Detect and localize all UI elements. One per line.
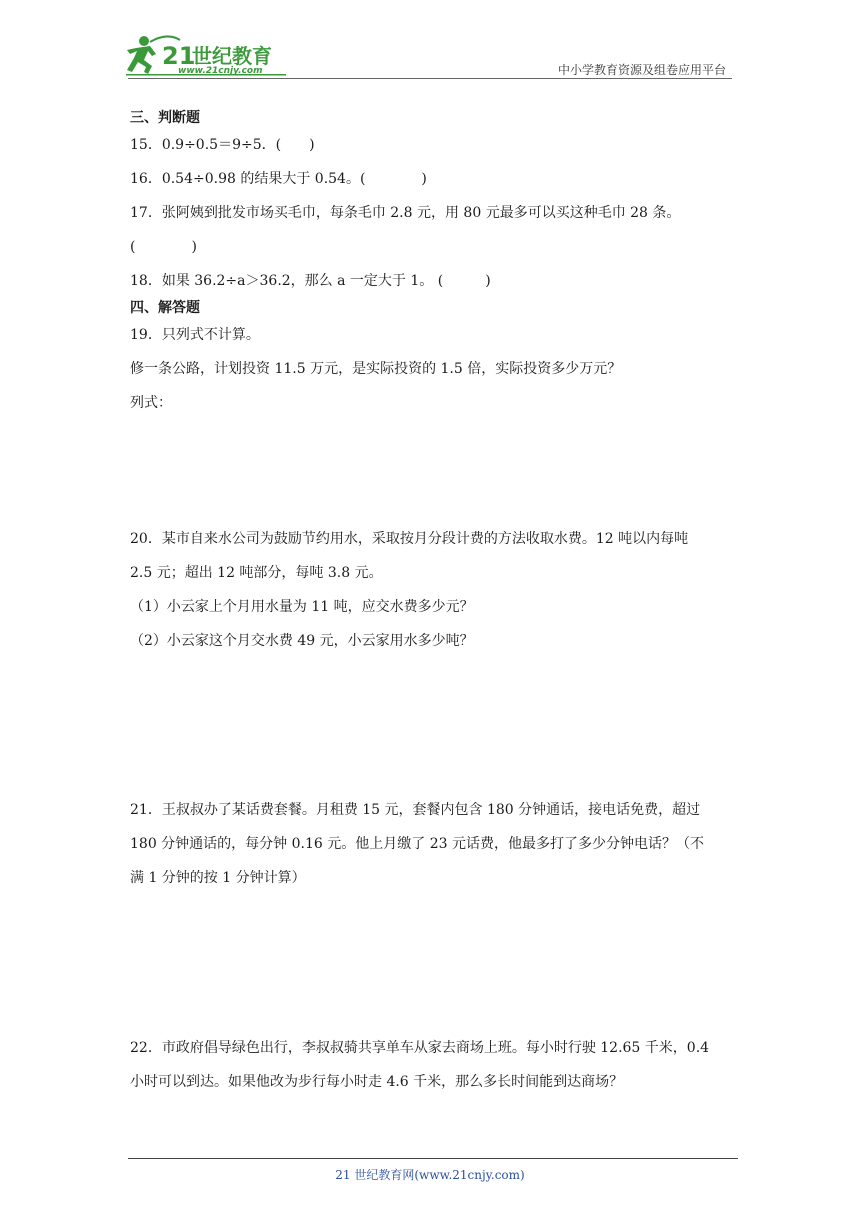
question-15: 15．0.9÷0.5＝9÷5．( ) (130, 137, 315, 153)
question-19-label: 19．只列式不计算。 (130, 327, 260, 343)
question-17-line2: ( ) (130, 239, 197, 255)
footer-link[interactable]: 21 世纪教育网(www.21cnjy.com) (335, 1168, 525, 1182)
question-18: 18．如果 36.2÷a＞36.2，那么 a 一定大于 1。 ( ) (130, 273, 491, 289)
question-19-text: 修一条公路，计划投资 11.5 万元，是实际投资的 1.5 倍，实际投资多少万元？ (130, 361, 622, 377)
question-21-line1: 21．王叔叔办了某话费套餐。月租费 15 元，套餐内包含 180 分钟通话，接电话免费，超过 (130, 802, 701, 818)
question-22-line1: 22．市政府倡导绿色出行，李叔叔骑共享单车从家去商场上班。每小时行驶 12.65 千米，0.4 (130, 1040, 710, 1056)
question-20-sub1: （1）小云家上个月用水量为 11 吨，应交水费多少元？ (130, 599, 474, 615)
question-20-sub2: （2）小云家这个月交水费 49 元，小云家用水多少吨？ (130, 633, 474, 649)
header-platform-text: 中小学教育资源及组卷应用平台 (557, 63, 726, 77)
svg-text:21: 21 (162, 42, 196, 70)
footer-divider (128, 1158, 738, 1159)
svg-text:世纪教育: 世纪教育 (192, 44, 272, 68)
site-logo (122, 34, 292, 80)
question-17-line1: 17．张阿姨到批发市场买毛巾，每条毛巾 2.8 元，用 80 元最多可以买这种毛巾 28 条。 (130, 205, 681, 221)
header-divider (128, 78, 732, 79)
section-title-judgement: 三、判断题 (130, 110, 200, 126)
question-19-formula-label: 列式： (130, 395, 172, 411)
question-20-line1: 20．某市自来水公司为鼓励节约用水，采取按月分段计费的方法收取水费。12 吨以内每吨 (130, 531, 689, 547)
svg-text:www.21cnjy.com: www.21cnjy.com (178, 66, 263, 76)
question-20-line2: 2.5 元；超出 12 吨部分，每吨 3.8 元。 (130, 565, 383, 581)
section-title-answer: 四、解答题 (130, 300, 200, 316)
question-21-line2: 180 分钟通话的，每分钟 0.16 元。他上月缴了 23 元话费，他最多打了多少分钟电话？（不 (130, 836, 704, 852)
question-21-line3: 满 1 分钟的按 1 分钟计算） (130, 870, 306, 886)
question-16: 16．0.54÷0.98 的结果大于 0.54。( ) (130, 171, 427, 187)
question-22-line2: 小时可以到达。如果他改为步行每小时走 4.6 千米，那么多长时间能到达商场？ (130, 1074, 624, 1090)
